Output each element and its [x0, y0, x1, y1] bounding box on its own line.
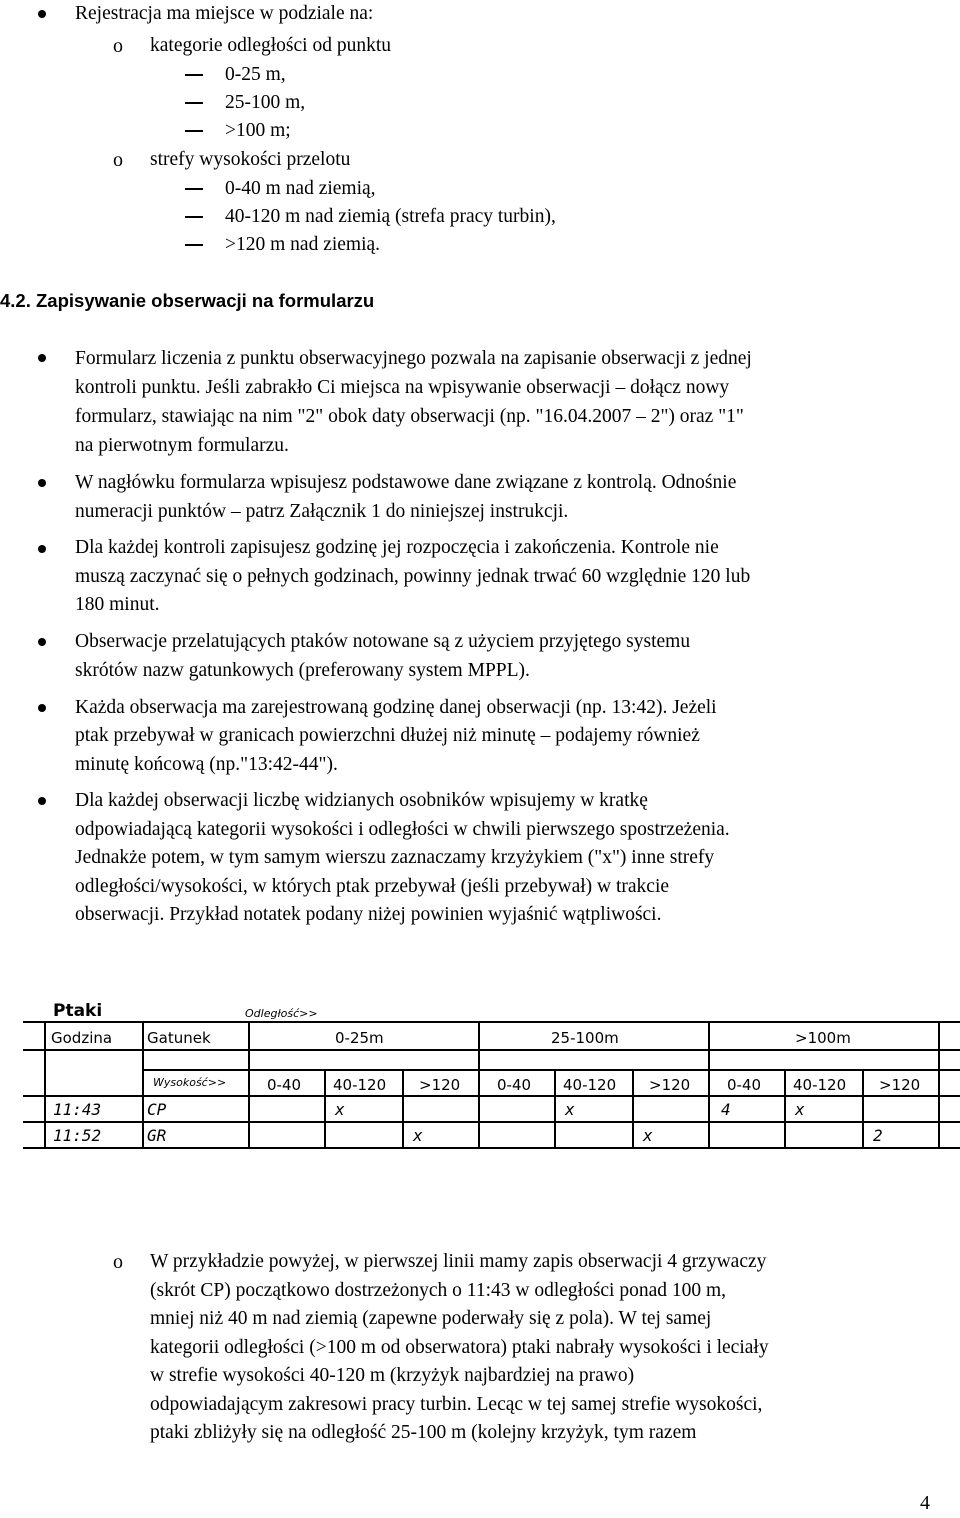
paragraph-line: kontroli punktu. Jeśli zabrakło Ci miejsca na wpisywanie obserwacji – dołącz nowy — [75, 377, 730, 398]
height-col-header: 40-120 — [793, 1076, 847, 1094]
height-col-header: 0-40 — [727, 1076, 762, 1094]
height-col-header: 0-40 — [497, 1076, 532, 1094]
bullet-dot — [38, 797, 46, 805]
bullet-dot — [38, 704, 46, 712]
paragraph-line: odpowiadającą kategorii wysokości i odległości w chwili pierwszego spostrzeżenia. — [75, 819, 730, 840]
col-species-header: Gatunek — [147, 1029, 211, 1047]
paragraph-line: Formularz liczenia z punktu obserwacyjnego pozwala na zapisanie obserwacji z jednej — [75, 348, 752, 369]
paragraph-line: ptaki zbliżyły się na odległość 25-100 m (kolejny krzyżyk, tym razem — [150, 1422, 697, 1443]
paragraph-line: odpowiadającym zakresowi pracy turbin. Lecąc w tej samej strefie wysokości, — [150, 1394, 763, 1415]
paragraph-line: na pierwotnym formularzu. — [75, 435, 289, 456]
height-item: >120 m nad ziemią. — [225, 234, 381, 255]
paragraph-line: 180 minut. — [75, 594, 160, 615]
row-cell: x — [643, 1126, 653, 1145]
paragraph-line: kategorii odległości (>100 m od obserwatora) ptaki nabrały wysokości i leciały — [150, 1337, 769, 1358]
paragraph-line: W przykładzie powyżej, w pierwszej linii mamy zapis obserwacji 4 grzywaczy — [150, 1251, 767, 1272]
paragraph-line: W nagłówku formularza wpisujesz podstawowe dane związane z kontrolą. Odnośnie — [75, 472, 737, 493]
form-example-table — [23, 994, 960, 1171]
row-species: CP — [147, 1100, 167, 1119]
paragraph-line: formularz, stawiając na nim "2" obok daty obserwacji (np. "16.04.2007 – 2") oraz "1" — [75, 406, 744, 427]
paragraph-line: numeracji punktów – patrz Załącznik 1 do niniejszej instrukcji. — [75, 501, 569, 522]
dash-bullet — [185, 102, 203, 104]
paragraph-line: odległości/wysokości, w których ptak przebywał (jeśli przebywał) w trakcie — [75, 876, 670, 897]
bullet-dot — [38, 354, 46, 362]
row-cell: 4 — [721, 1100, 731, 1119]
dash-bullet — [185, 216, 203, 218]
circle-bullet: o — [113, 1251, 123, 1273]
distance-caption: Odległość>> — [245, 1007, 318, 1020]
distance-label: kategorie odległości od punktu — [150, 35, 391, 56]
height-col-header: >120 — [879, 1076, 921, 1094]
height-col-header: 40-120 — [333, 1076, 387, 1094]
col-time-header: Godzina — [51, 1029, 113, 1047]
height-col-header: >120 — [649, 1076, 691, 1094]
circle-bullet: o — [113, 35, 123, 57]
row-time: 11:52 — [53, 1126, 102, 1145]
paragraph-line: muszą zaczynać się o pełnych godzinach, powinny jednak trwać 60 względnie 120 lub — [75, 566, 751, 587]
bullet-dot — [38, 10, 46, 18]
dash-bullet — [185, 74, 203, 76]
paragraph-line: Obserwacje przelatujących ptaków notowane są z użyciem przyjętego systemu — [75, 631, 691, 652]
paragraph-line: Jednakże potem, w tym samym wierszu zaznaczamy krzyżykiem ("x") inne strefy — [75, 847, 715, 868]
paragraph-line: obserwacji. Przykład notatek podany niżej powinien wyjaśnić wątpliwości. — [75, 904, 662, 925]
distance-col-header: 25-100m — [551, 1029, 619, 1047]
paragraph-line: w strefie wysokości 40-120 m (krzyżyk najbardziej na prawo) — [150, 1365, 635, 1386]
distance-col-header: >100m — [795, 1029, 851, 1047]
row-species: GR — [147, 1126, 167, 1145]
distance-item: 25-100 m, — [225, 92, 306, 113]
height-label: strefy wysokości przelotu — [150, 149, 351, 170]
paragraph-line: minutę końcową (np."13:42-44"). — [75, 754, 338, 775]
height-col-header: 40-120 — [563, 1076, 617, 1094]
row-cell: x — [335, 1100, 345, 1119]
dash-bullet — [185, 244, 203, 246]
row-time: 11:43 — [53, 1100, 102, 1119]
paragraph-line: ptak przebywał w granicach powierzchni dłużej niż minutę – podajemy również — [75, 725, 700, 746]
distance-item: 0-25 m, — [225, 64, 286, 85]
distance-col-header: 0-25m — [335, 1029, 384, 1047]
paragraph-line: (skrót CP) początkowo dostrzeżonych o 11:43 w odległości ponad 100 m, — [150, 1280, 727, 1301]
paragraph-line: skrótów nazw gatunkowych (preferowany system MPPL). — [75, 660, 530, 681]
height-item: 0-40 m nad ziemią, — [225, 178, 376, 199]
height-item: 40-120 m nad ziemią (strefa pracy turbin), — [225, 206, 556, 227]
bullet-dot — [38, 479, 46, 487]
circle-bullet: o — [113, 149, 123, 171]
row-cell: 2 — [873, 1126, 883, 1145]
height-col-header: 0-40 — [267, 1076, 302, 1094]
height-col-header: >120 — [419, 1076, 461, 1094]
bullet-dot — [38, 545, 46, 553]
paragraph-line: Dla każdej obserwacji liczbę widzianych osobników wpisujemy w kratkę — [75, 790, 648, 811]
page-number: 4 — [920, 1492, 930, 1514]
paragraph-line: Każda obserwacja ma zarejestrowaną godzinę danej obserwacji (np. 13:42). Jeżeli — [75, 697, 717, 718]
dash-bullet — [185, 130, 203, 132]
intro-text: Rejestracja ma miejsce w podziale na: — [75, 3, 374, 24]
form-title: Ptaki — [53, 1001, 103, 1021]
dash-bullet — [185, 188, 203, 190]
row-cell: x — [795, 1100, 805, 1119]
section-title: 4.2. Zapisywanie obserwacji na formularzu — [0, 290, 375, 311]
height-caption: Wysokość>> — [153, 1076, 227, 1089]
paragraph-line: Dla każdej kontroli zapisujesz godzinę jej rozpoczęcia i zakończenia. Kontrole nie — [75, 537, 719, 558]
row-cell: x — [413, 1126, 423, 1145]
paragraph-line: mniej niż 40 m nad ziemią (zapewne poderwały się z pola). W tej samej — [150, 1308, 712, 1329]
bullet-dot — [38, 638, 46, 646]
row-cell: x — [565, 1100, 575, 1119]
distance-item: >100 m; — [225, 120, 291, 141]
